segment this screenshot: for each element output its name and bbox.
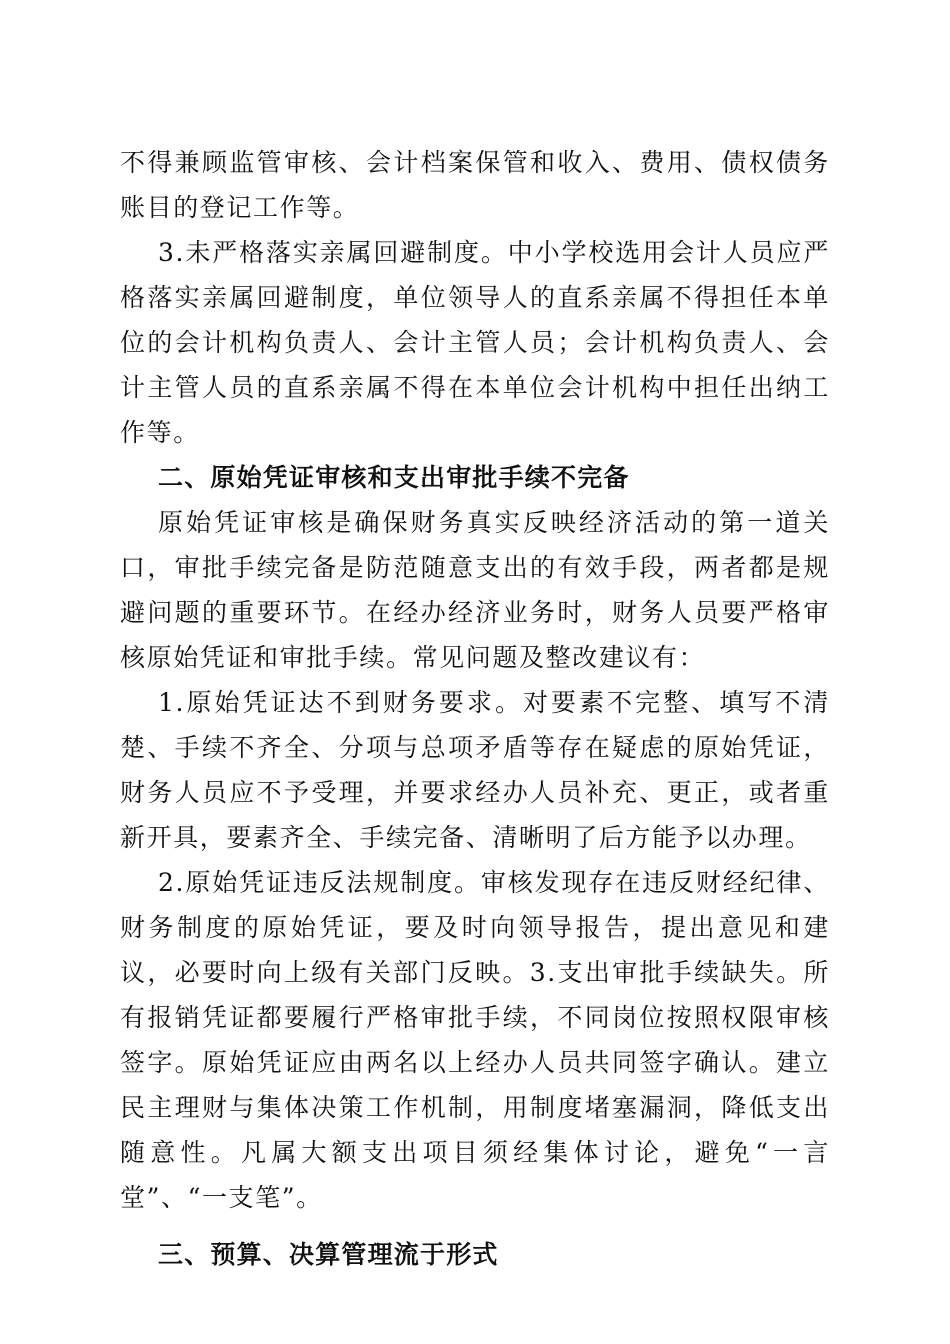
paragraph-section-2-intro: 原始凭证审核是确保财务真实反映经济活动的第一道关口，审批手续完备是防范随意支出的有效手段，两者都是规避问题的重要环节。在经办经济业务时，财务人员要严格审核原始凭证和审批手续。常见问题及整改建议有： (120, 508, 830, 672)
paragraph-item-3-relative-avoidance: 3.未严格落实亲属回避制度。中小学校选用会计人员应严格落实亲属回避制度，单位领导人的直系亲属不得担任本单位的会计机构负责人、会计主管人员；会计机构负责人、会计主管人员的直系亲属不得在本单位会计机构中担任出纳工作等。 (120, 238, 830, 447)
document-body (120, 140, 830, 1277)
section-heading-3: 三、预算、决算管理流于形式 (158, 1240, 499, 1269)
paragraph-item-1-voucher-requirements: 1.原始凭证达不到财务要求。对要素不完整、填写不清楚、手续不齐全、分项与总项矛盾等存在疑虑的原始凭证，财务人员应不予受理，并要求经办人员补充、更正，或者重新开具，要素齐全、手续完备、清晰明了后方能予以办理。 (120, 688, 830, 852)
paragraph-continuation: 不得兼顾监管审核、会计档案保管和收入、费用、债权债务账目的登记工作等。 (120, 148, 830, 222)
section-heading-2: 二、原始凭证审核和支出审批手续不完备 (158, 463, 630, 492)
paragraph-item-2-voucher-violations: 2.原始凭证违反法规制度。审核发现存在违反财经纪律、财务制度的原始凭证，要及时向领导报告，提出意见和建议，必要时向上级有关部门反映。3.支出审批手续缺失。所有报销凭证都要履行严格审批手续，不同岗位按照权限审核签字。原始凭证应由两名以上经办人员共同签字确认。建立民主理财与集体决策工作机制，用制度堵塞漏洞，降低支出随意性。凡属大额支出项目须经集体讨论，避免“一言堂”、“一支笔”。 (120, 868, 830, 1212)
